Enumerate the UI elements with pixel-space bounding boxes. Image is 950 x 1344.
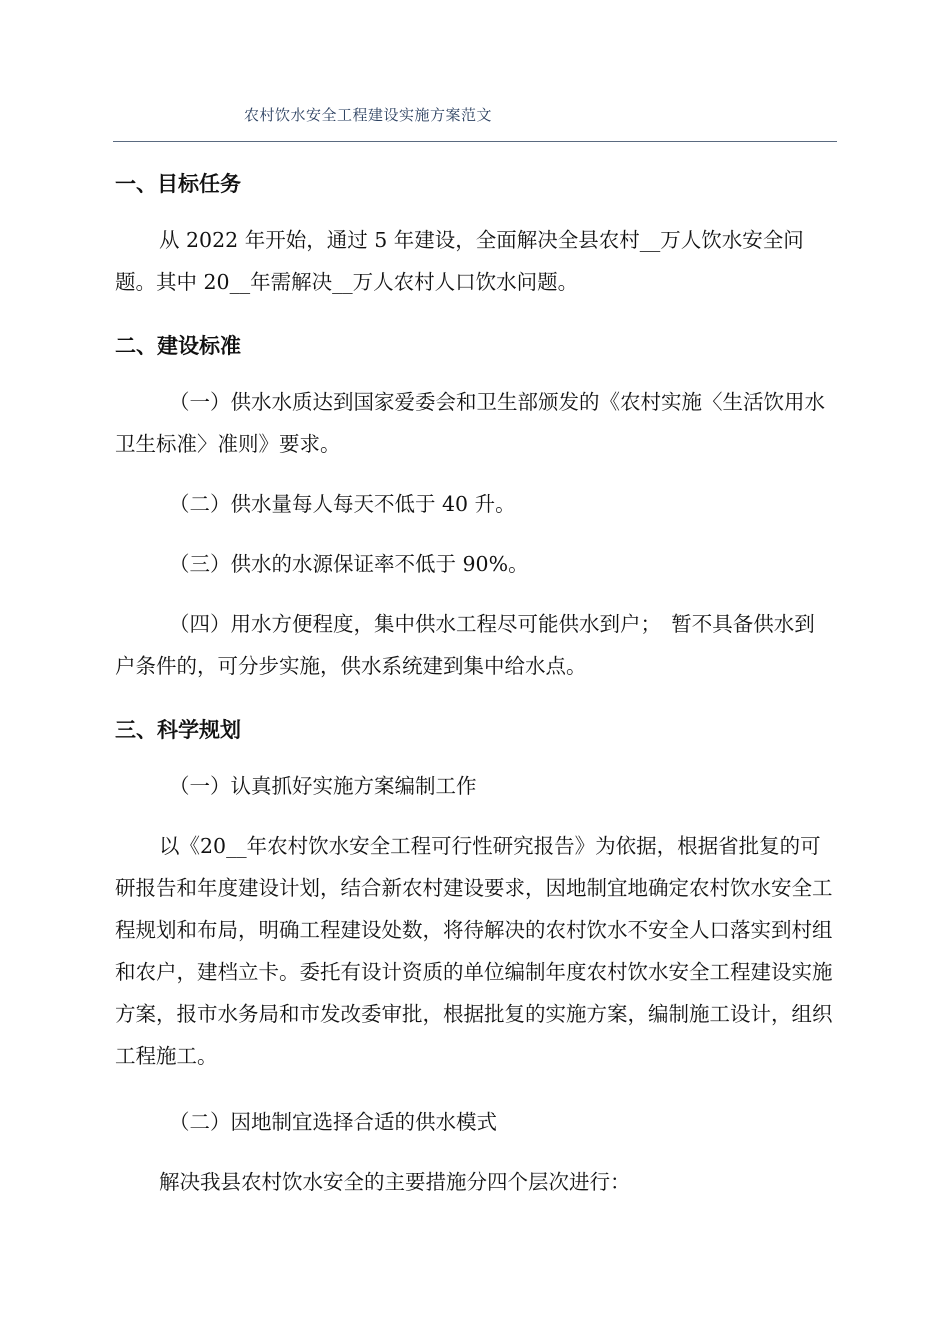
paragraph-3-1: （一）认真抓好实施方案编制工作: [169, 774, 477, 798]
paragraph-2-4: （四）用水方便程度，集中供水工程尽可能供水到户； 暂不具备供水到户条件的，可分步实施，供水系统建到集中给水点。: [115, 612, 815, 678]
paragraph-2-1: （一）供水水质达到国家爱委会和卫生部颁发的《农村实施〈生活饮用水卫生标准〉准则》要求。: [115, 390, 825, 456]
section-heading-1: 一、目标任务: [115, 172, 241, 196]
paragraph-3-3: （二）因地制宜选择合适的供水模式: [169, 1110, 497, 1134]
header-divider: [113, 141, 837, 142]
paragraph-2-2: （二）供水量每人每天不低于 40 升。: [169, 492, 516, 516]
paragraph-3-2: 以《20__年农村饮水安全工程可行性研究报告》为依据，根据省批复的可研报告和年度建设计划，结合新农村建设要求，因地制宜地确定农村饮水安全工程规划和布局，明确工程建设处数，将待解决的农村饮水不安全人口落实到村组和农户，建档立卡。委托有设计资质的单位编制年度农村饮水安全工程建设实施方案，报市水务局和市发改委审批，根据批复的实施方案，编制施工设计，组织工程施工。: [115, 834, 833, 1068]
paragraph-2-3: （三）供水的水源保证率不低于 90%。: [169, 552, 529, 576]
paragraph-3-4: 解决我县农村饮水安全的主要措施分四个层次进行：: [159, 1170, 631, 1194]
paragraph-1-1: 从 2022 年开始，通过 5 年建设，全面解决全县农村__万人饮水安全问题。其中 20__年需解决__万人农村人口饮水问题。: [115, 228, 804, 294]
section-heading-2: 二、建设标准: [115, 334, 241, 358]
section-heading-3: 三、科学规划: [115, 718, 241, 742]
page-header-title: 农村饮水安全工程建设实施方案范文: [244, 106, 493, 124]
